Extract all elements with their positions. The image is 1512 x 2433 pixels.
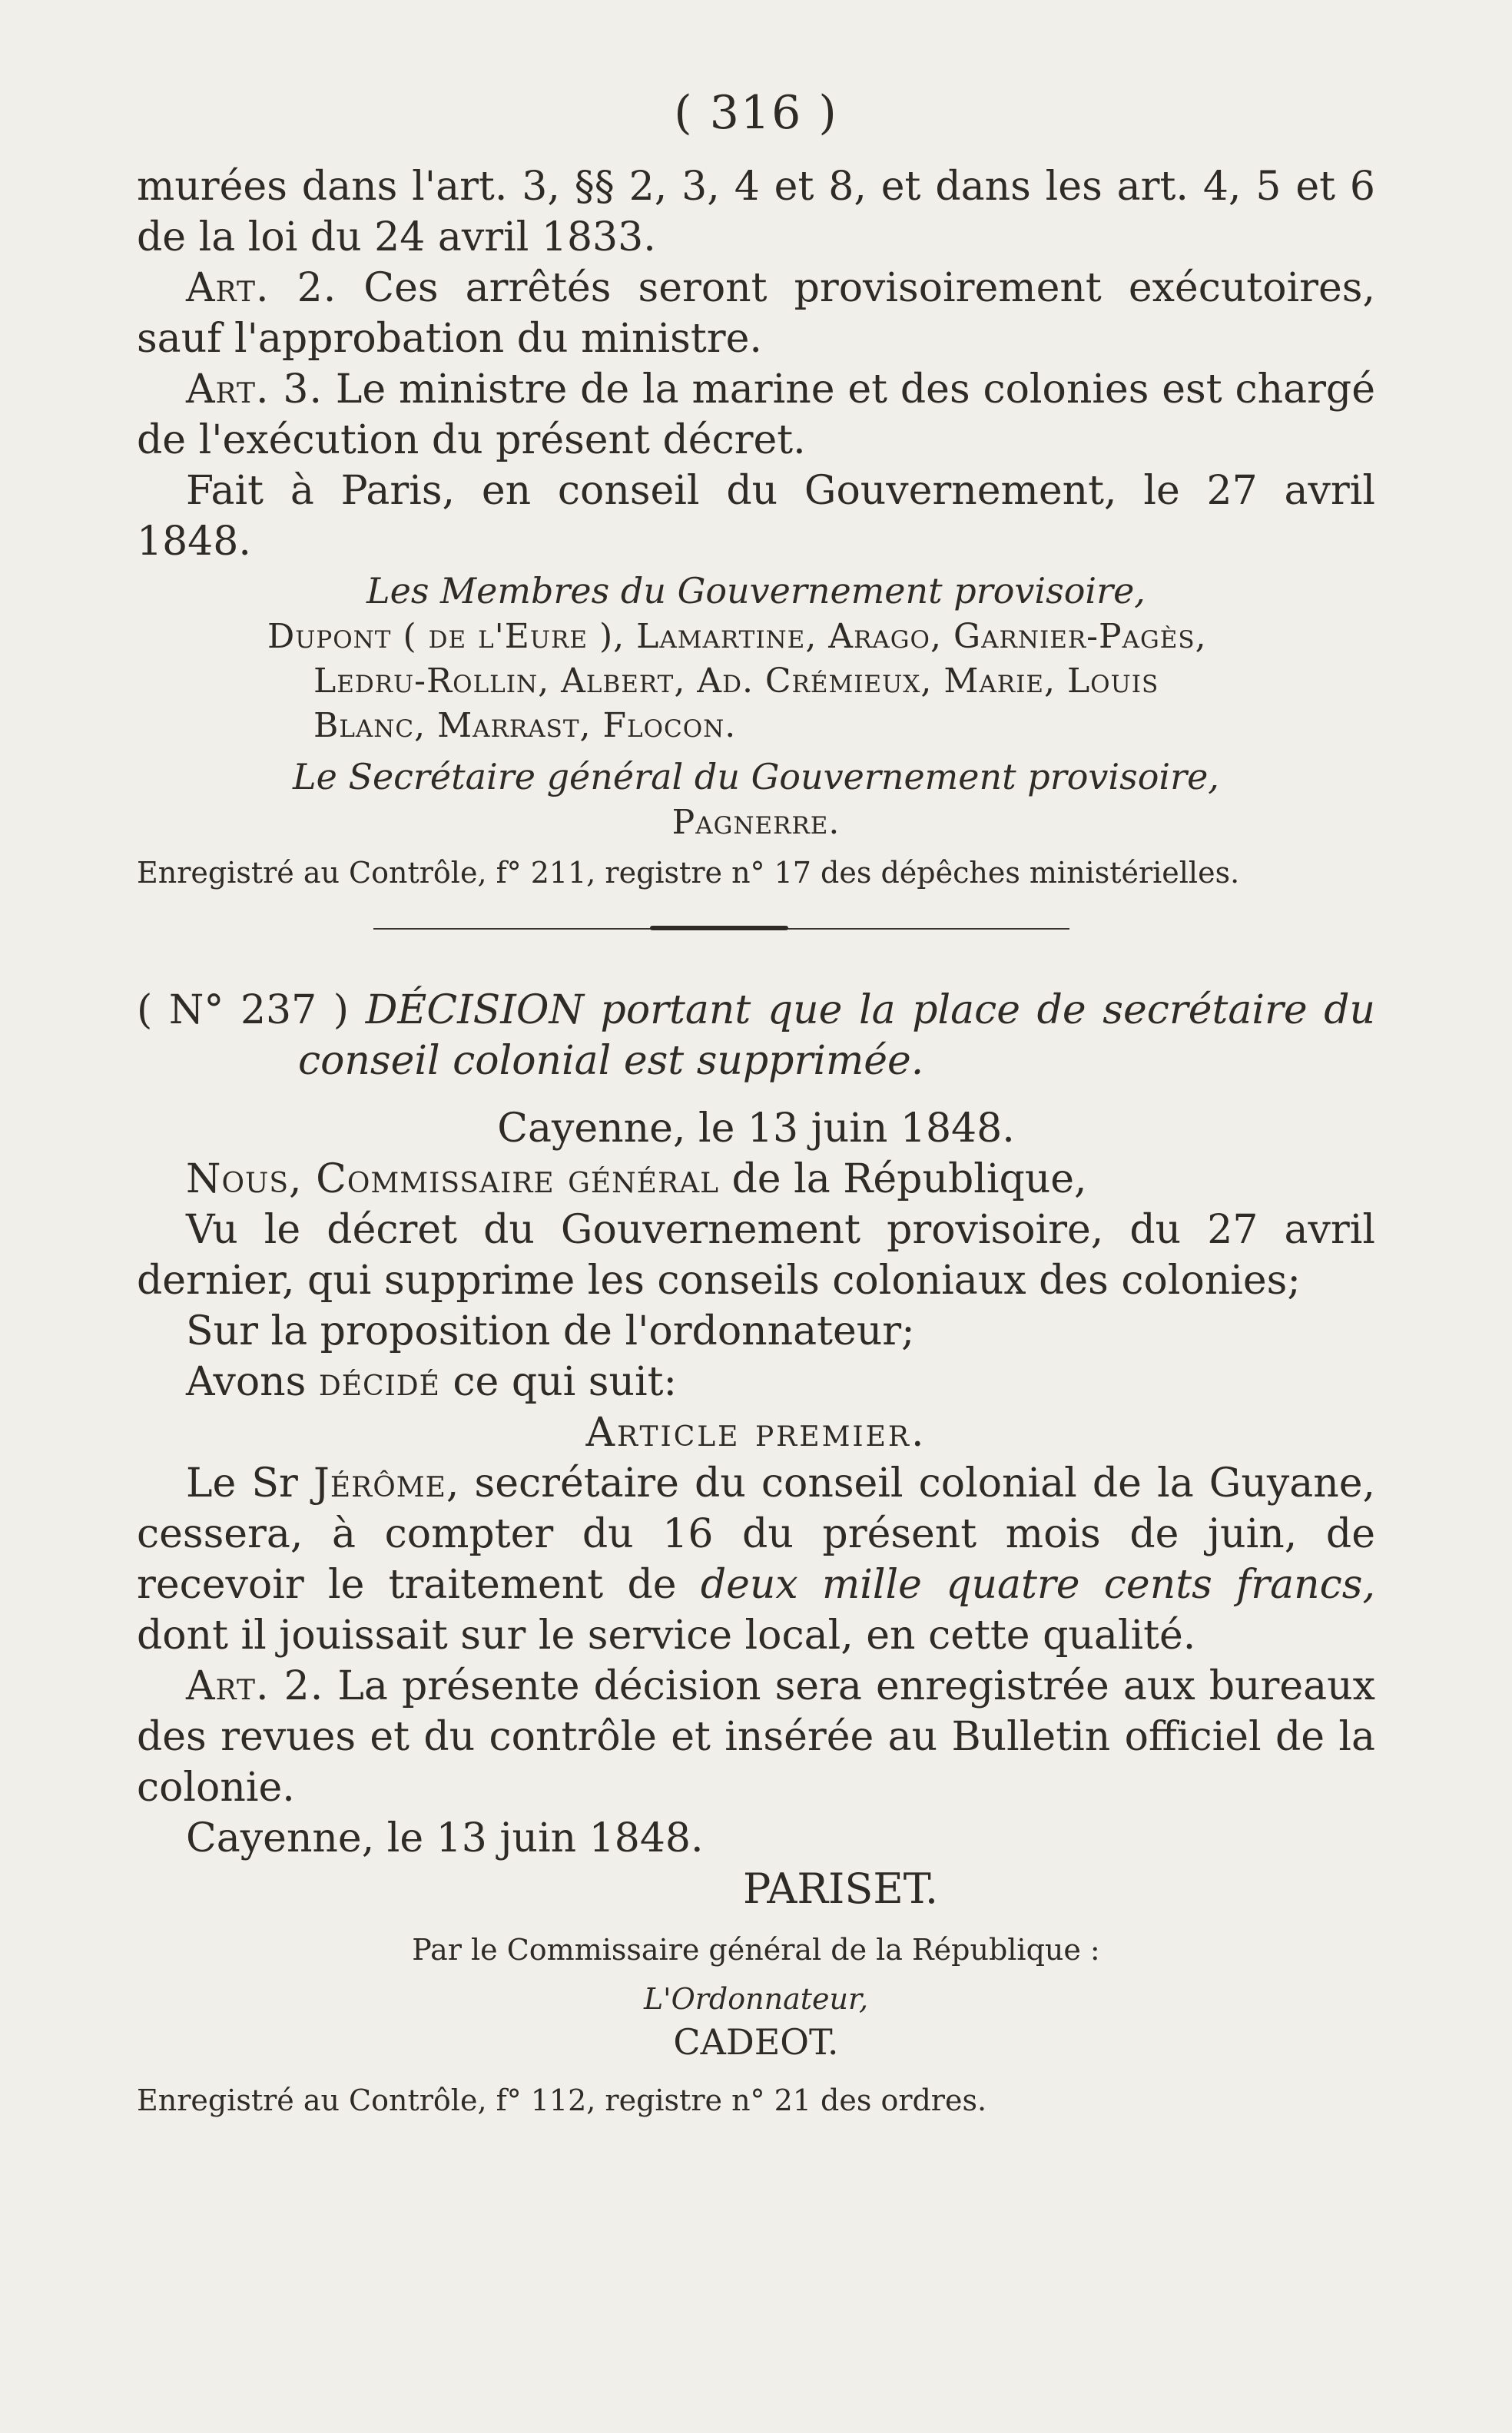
- decision-title: portant que la place de secrétaire du conseil colonial est supprimée.: [298, 987, 1376, 1084]
- article-premier: Article premier.: [585, 1410, 927, 1456]
- decision-number: ( N° 237 ): [137, 987, 350, 1033]
- fait-a-paris: Fait à Paris, en conseil du Gouvernement, le 27 avril 1848.: [137, 468, 1375, 565]
- salary-amount: deux mille quatre cents francs,: [700, 1562, 1375, 1608]
- nous-line: [137, 1154, 1375, 1205]
- secretaire-title: Le Secrétaire général du Gouvernement provisoire,: [293, 756, 1219, 797]
- decree-article-3: [137, 364, 1375, 466]
- avons-text: Avons: [186, 1359, 319, 1405]
- article-text: Ces arrêtés seront provisoirement exécutoires, sauf l'approbation du ministre.: [137, 265, 1375, 362]
- ordonnateur-title: L'Ordonnateur,: [643, 1982, 869, 2016]
- enregistre-ordres: Enregistré au Contrôle, f° 112, registre n° 21 des ordres.: [137, 2083, 987, 2117]
- decision-article-2: [137, 1661, 1375, 1813]
- decree-ending: [137, 161, 1375, 894]
- article-1-end: dont il jouissait sur le service local, en cette qualité.: [137, 1613, 1196, 1659]
- cayenne-end: Cayenne, le 13 juin 1848.: [186, 1815, 704, 1861]
- enregistre-line: Enregistré au Contrôle, f° 211, registre n° 17 des dépêches ministérielles.: [137, 856, 1240, 890]
- le-sr: Le Sr: [186, 1460, 314, 1507]
- decision-heading: [137, 985, 1375, 1086]
- membres-line-2: Ledru-Rollin, Albert, Ad. Crémieux, Marie, Louis: [313, 661, 1159, 701]
- article-label: Art. 3.: [186, 366, 323, 413]
- secretaire-name: Pagnerre.: [671, 803, 841, 842]
- avons-decide: [137, 1357, 1375, 1407]
- article-1-body: , secrétaire du conseil colonial de la Guyane, cessera, à compter du 16 du présent mois de juin, de recevoir le traitement de: [137, 1460, 1376, 1608]
- sur-paragraph: Sur la proposition de l'ordonnateur;: [186, 1308, 915, 1354]
- ordonnateur-name: CADEOT.: [673, 2021, 839, 2063]
- nous-label: Nous, Commissaire général: [186, 1156, 719, 1202]
- nous-text: de la République,: [718, 1156, 1087, 1202]
- person-name: Jérôme: [313, 1460, 446, 1507]
- article-1-text: [137, 1458, 1375, 1661]
- decision-date: Cayenne, le 13 juin 1848.: [497, 1105, 1015, 1152]
- page-number: ( 316 ): [674, 86, 838, 140]
- membres-line-3: Blanc, Marrast, Flocon.: [313, 706, 737, 745]
- decree-article-2: [137, 263, 1375, 364]
- ce-qui-suit: ce qui suit:: [439, 1359, 678, 1405]
- section-divider: [373, 928, 1069, 930]
- decision-237: [137, 985, 1375, 2122]
- decision-word: DÉCISION: [365, 987, 584, 1033]
- membres-line-1: Dupont ( de l'Eure ), Lamartine, Arago, Garnier-Pagès,: [267, 617, 1207, 656]
- par-le-commissaire: Par le Commissaire général de la République :: [412, 1933, 1100, 1967]
- decree-paragraph-1: murées dans l'art. 3, §§ 2, 3, 4 et 8, et dans les art. 4, 5 et 6 de la loi du 24 avril 1833.: [137, 164, 1375, 260]
- article-label: Art. 2.: [186, 265, 337, 311]
- signature-pariset: PARISET.: [742, 1865, 939, 1913]
- decide-word: décidé: [318, 1359, 440, 1405]
- article-text: La présente décision sera enregistrée aux bureaux des revues et du contrôle et insérée au Bulletin officiel de la colonie.: [137, 1663, 1375, 1811]
- membres-title: Les Membres du Gouvernement provisoire,: [366, 570, 1146, 612]
- vu-paragraph: Vu le décret du Gouvernement provisoire, du 27 avril dernier, qui supprime les conseils coloniaux des colonies;: [137, 1207, 1375, 1304]
- article-label: Art. 2.: [186, 1663, 324, 1709]
- article-text: Le ministre de la marine et des colonies est chargé de l'exécution du présent décret.: [137, 366, 1375, 463]
